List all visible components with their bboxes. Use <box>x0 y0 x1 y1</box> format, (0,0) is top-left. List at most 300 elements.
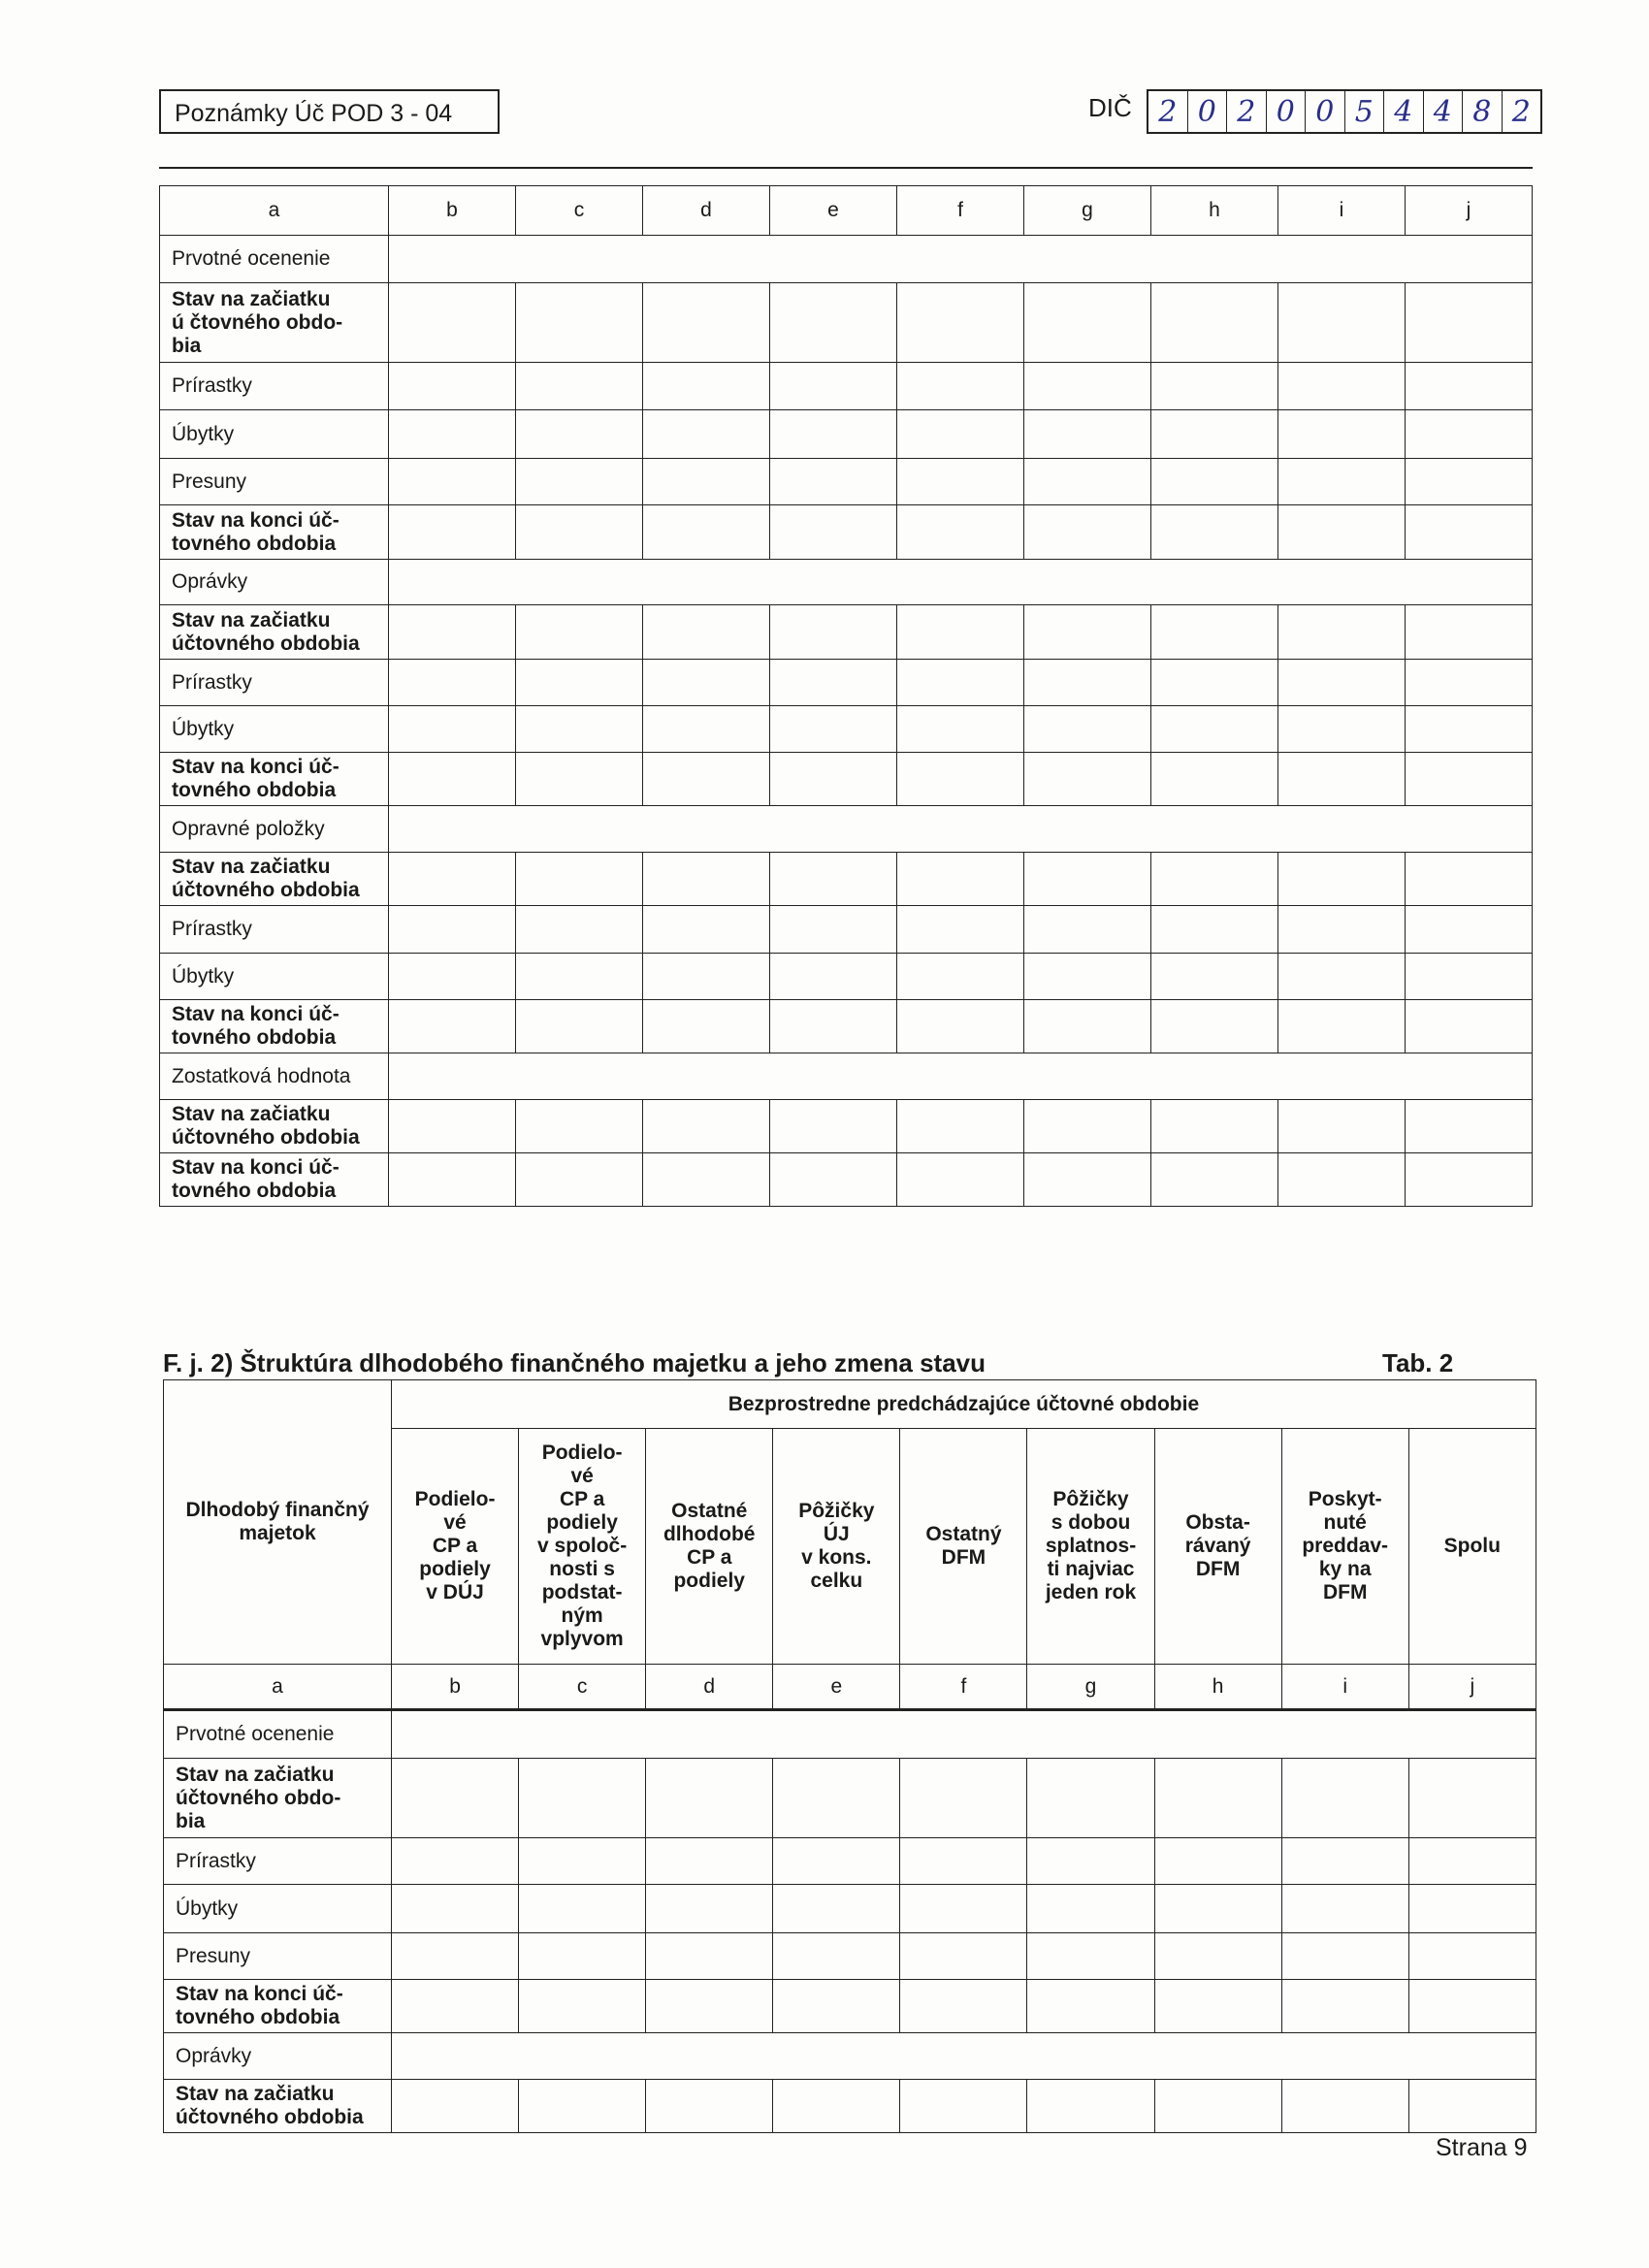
dfm-table-previous <box>163 1379 1536 2133</box>
dic-digit[interactable]: 4 <box>1384 91 1424 132</box>
input-cell-d[interactable] <box>643 363 770 410</box>
table-row <box>160 906 1533 954</box>
input-cell-j[interactable] <box>1406 660 1533 706</box>
input-cell-g[interactable] <box>1027 1838 1154 1885</box>
input-cell-c[interactable] <box>519 1885 646 1933</box>
input-cell-f[interactable] <box>897 706 1024 753</box>
input-cell-i[interactable] <box>1278 1000 1406 1053</box>
input-cell-f[interactable] <box>897 1000 1024 1053</box>
column-header: Podielo- vé CP a podiely v spoloč- nosti s podstat- ným vplyvom <box>519 1429 646 1665</box>
dic-digit[interactable]: 5 <box>1345 91 1385 132</box>
input-cell-b[interactable] <box>389 706 516 753</box>
input-cell-f[interactable] <box>897 410 1024 459</box>
input-cell-h[interactable] <box>1151 605 1278 660</box>
input-cell-i[interactable] <box>1278 753 1406 806</box>
input-cell-j[interactable] <box>1406 283 1533 363</box>
row-label: Úbytky <box>160 706 389 753</box>
input-cell-b[interactable] <box>392 1980 519 2033</box>
section-row-cell <box>389 560 1533 605</box>
table-row <box>160 236 1533 283</box>
input-cell-d[interactable] <box>643 605 770 660</box>
table-row <box>160 459 1533 505</box>
input-cell-e[interactable] <box>770 505 897 560</box>
column-letter: g <box>1027 1665 1154 1710</box>
input-cell-g[interactable] <box>1027 1980 1154 2033</box>
input-cell-h[interactable] <box>1151 283 1278 363</box>
input-cell-e[interactable] <box>770 1000 897 1053</box>
input-cell-b[interactable] <box>389 363 516 410</box>
table-row <box>160 1000 1533 1053</box>
input-cell-h[interactable] <box>1151 954 1278 1000</box>
input-cell-i[interactable] <box>1281 1933 1408 1980</box>
table-number: Tab. 2 <box>1382 1348 1454 1377</box>
dic-digit[interactable]: 0 <box>1188 91 1228 132</box>
row-label: Zostatková hodnota <box>160 1053 389 1100</box>
input-cell-j[interactable] <box>1406 706 1533 753</box>
input-cell-j[interactable] <box>1408 1933 1536 1980</box>
column-header: Poskyt- nuté preddav- ky na DFM <box>1281 1429 1408 1665</box>
input-cell-j[interactable] <box>1408 1838 1536 1885</box>
input-cell-f[interactable] <box>900 1885 1027 1933</box>
column-letter: d <box>646 1665 773 1710</box>
dfm-table-current <box>159 185 1533 1207</box>
table-row <box>164 1759 1536 1838</box>
input-cell-b[interactable] <box>389 853 516 906</box>
input-cell-d[interactable] <box>646 1838 773 1885</box>
input-cell-e[interactable] <box>770 410 897 459</box>
row-header: Dlhodobý finančný majetok <box>164 1380 392 1665</box>
input-cell-j[interactable] <box>1408 2080 1536 2133</box>
input-cell-i[interactable] <box>1278 410 1406 459</box>
input-cell-b[interactable] <box>392 1759 519 1838</box>
input-cell-d[interactable] <box>643 660 770 706</box>
input-cell-j[interactable] <box>1408 1980 1536 2033</box>
input-cell-c[interactable] <box>516 853 643 906</box>
input-cell-g[interactable] <box>1024 1153 1151 1207</box>
column-letter: j <box>1406 186 1533 236</box>
input-cell-h[interactable] <box>1151 410 1278 459</box>
input-cell-h[interactable] <box>1151 1100 1278 1153</box>
input-cell-e[interactable] <box>770 1153 897 1207</box>
input-cell-c[interactable] <box>516 753 643 806</box>
dic-digit[interactable]: 2 <box>1148 91 1188 132</box>
input-cell-c[interactable] <box>516 660 643 706</box>
input-cell-j[interactable] <box>1408 1885 1536 1933</box>
input-cell-h[interactable] <box>1154 1759 1281 1838</box>
input-cell-c[interactable] <box>516 1100 643 1153</box>
page-number: Strana 9 <box>1436 2134 1528 2161</box>
column-letter: e <box>773 1665 900 1710</box>
input-cell-j[interactable] <box>1406 1100 1533 1153</box>
input-cell-c[interactable] <box>516 459 643 505</box>
input-cell-i[interactable] <box>1278 954 1406 1000</box>
input-cell-b[interactable] <box>392 2080 519 2133</box>
input-cell-g[interactable] <box>1027 1759 1154 1838</box>
column-letter: g <box>1024 186 1151 236</box>
input-cell-e[interactable] <box>770 363 897 410</box>
input-cell-j[interactable] <box>1406 459 1533 505</box>
input-cell-e[interactable] <box>770 605 897 660</box>
input-cell-h[interactable] <box>1151 706 1278 753</box>
header-divider <box>159 167 1533 169</box>
input-cell-d[interactable] <box>643 459 770 505</box>
input-cell-h[interactable] <box>1154 1885 1281 1933</box>
column-letter: b <box>389 186 516 236</box>
input-cell-j[interactable] <box>1406 605 1533 660</box>
row-label: Stav na konci úč- tovného obdobia <box>164 1980 392 2033</box>
input-cell-j[interactable] <box>1406 1153 1533 1207</box>
input-cell-g[interactable] <box>1024 410 1151 459</box>
input-cell-b[interactable] <box>389 505 516 560</box>
table-row <box>160 954 1533 1000</box>
row-label: Presuny <box>160 459 389 505</box>
input-cell-i[interactable] <box>1278 505 1406 560</box>
input-cell-b[interactable] <box>389 1100 516 1153</box>
input-cell-i[interactable] <box>1278 906 1406 954</box>
row-label: Prvotné ocenenie <box>160 236 389 283</box>
column-header: Pôžičky s dobou splatnos- ti najviac jeden rok <box>1027 1429 1154 1665</box>
row-label: Prvotné ocenenie <box>164 1710 392 1759</box>
input-cell-e[interactable] <box>770 660 897 706</box>
header-row <box>164 1380 1536 1429</box>
input-cell-d[interactable] <box>643 853 770 906</box>
row-label: Úbytky <box>160 954 389 1000</box>
input-cell-h[interactable] <box>1154 1838 1281 1885</box>
table-row <box>164 1933 1536 1980</box>
input-cell-b[interactable] <box>389 283 516 363</box>
row-label: Úbytky <box>164 1885 392 1933</box>
input-cell-f[interactable] <box>897 660 1024 706</box>
input-cell-i[interactable] <box>1278 363 1406 410</box>
input-cell-d[interactable] <box>646 1933 773 1980</box>
input-cell-c[interactable] <box>516 505 643 560</box>
table-row <box>164 1838 1536 1885</box>
input-cell-e[interactable] <box>770 459 897 505</box>
column-letter: d <box>643 186 770 236</box>
table-row <box>160 505 1533 560</box>
form-code-label: Poznámky Úč POD 3 - 04 <box>175 100 453 127</box>
input-cell-f[interactable] <box>897 459 1024 505</box>
input-cell-c[interactable] <box>516 1000 643 1053</box>
input-cell-d[interactable] <box>643 706 770 753</box>
input-cell-c[interactable] <box>516 954 643 1000</box>
input-cell-d[interactable] <box>643 1100 770 1153</box>
period-header: Bezprostredne predchádzajúce účtovné obdobie <box>392 1380 1536 1429</box>
input-cell-i[interactable] <box>1278 853 1406 906</box>
input-cell-h[interactable] <box>1151 1000 1278 1053</box>
dic-digit[interactable]: 2 <box>1227 91 1267 132</box>
input-cell-f[interactable] <box>897 605 1024 660</box>
input-cell-i[interactable] <box>1278 283 1406 363</box>
input-cell-f[interactable] <box>897 363 1024 410</box>
input-cell-b[interactable] <box>389 906 516 954</box>
table-row <box>160 410 1533 459</box>
input-cell-h[interactable] <box>1151 459 1278 505</box>
table-row <box>160 560 1533 605</box>
table-row <box>160 806 1533 853</box>
input-cell-c[interactable] <box>519 1838 646 1885</box>
input-cell-f[interactable] <box>900 1980 1027 2033</box>
form-code-box <box>159 89 500 134</box>
input-cell-j[interactable] <box>1406 363 1533 410</box>
input-cell-f[interactable] <box>897 505 1024 560</box>
dic-digit[interactable]: 4 <box>1424 91 1464 132</box>
column-letter: c <box>516 186 643 236</box>
input-cell-d[interactable] <box>646 1885 773 1933</box>
column-letter: a <box>164 1665 392 1710</box>
row-label: Stav na konci úč- tovného obdobia <box>160 1000 389 1053</box>
input-cell-f[interactable] <box>897 853 1024 906</box>
row-label: Presuny <box>164 1933 392 1980</box>
input-cell-i[interactable] <box>1278 1153 1406 1207</box>
input-cell-j[interactable] <box>1406 505 1533 560</box>
section-row-cell <box>389 236 1533 283</box>
input-cell-b[interactable] <box>389 1000 516 1053</box>
section-row-cell <box>389 1053 1533 1100</box>
input-cell-c[interactable] <box>519 1759 646 1838</box>
input-cell-e[interactable] <box>770 853 897 906</box>
row-label: Oprávky <box>164 2033 392 2080</box>
input-cell-c[interactable] <box>519 1933 646 1980</box>
input-cell-d[interactable] <box>643 954 770 1000</box>
table-row <box>164 1980 1536 2033</box>
row-label: Úbytky <box>160 410 389 459</box>
input-cell-b[interactable] <box>392 1933 519 1980</box>
input-cell-f[interactable] <box>897 954 1024 1000</box>
input-cell-j[interactable] <box>1406 954 1533 1000</box>
column-header: Ostatné dlhodobé CP a podiely <box>646 1429 773 1665</box>
input-cell-d[interactable] <box>643 505 770 560</box>
input-cell-b[interactable] <box>392 1885 519 1933</box>
row-label: Prírastky <box>160 906 389 954</box>
input-cell-i[interactable] <box>1278 459 1406 505</box>
input-cell-e[interactable] <box>770 753 897 806</box>
input-cell-c[interactable] <box>516 410 643 459</box>
input-cell-j[interactable] <box>1406 1000 1533 1053</box>
input-cell-d[interactable] <box>643 906 770 954</box>
column-header: Ostatný DFM <box>900 1429 1027 1665</box>
section-title: F. j. 2) Štruktúra dlhodobého finančného majetku a jeho zmena stavu <box>163 1348 986 1377</box>
column-letter-row <box>164 1665 1536 1710</box>
column-letter: i <box>1278 186 1406 236</box>
column-letter: b <box>392 1665 519 1710</box>
dic-digit[interactable]: 0 <box>1267 91 1307 132</box>
input-cell-b[interactable] <box>389 605 516 660</box>
input-cell-h[interactable] <box>1154 1933 1281 1980</box>
input-cell-g[interactable] <box>1024 753 1151 806</box>
input-cell-f[interactable] <box>900 1838 1027 1885</box>
input-cell-e[interactable] <box>770 706 897 753</box>
input-cell-g[interactable] <box>1024 505 1151 560</box>
row-label: Stav na začiatku účtovného obdobia <box>160 1100 389 1153</box>
column-letter-row <box>160 186 1533 236</box>
input-cell-c[interactable] <box>516 706 643 753</box>
input-cell-h[interactable] <box>1154 2080 1281 2133</box>
input-cell-d[interactable] <box>643 410 770 459</box>
input-cell-c[interactable] <box>516 1153 643 1207</box>
input-cell-b[interactable] <box>389 660 516 706</box>
input-cell-c[interactable] <box>516 605 643 660</box>
input-cell-f[interactable] <box>897 1100 1024 1153</box>
input-cell-e[interactable] <box>773 2080 900 2133</box>
column-header: Podielo- vé CP a podiely v DÚJ <box>392 1429 519 1665</box>
input-cell-j[interactable] <box>1406 753 1533 806</box>
row-label: Stav na začiatku účtovného obdobia <box>160 853 389 906</box>
input-cell-d[interactable] <box>643 1153 770 1207</box>
input-cell-h[interactable] <box>1151 363 1278 410</box>
input-cell-f[interactable] <box>897 1153 1024 1207</box>
input-cell-g[interactable] <box>1024 459 1151 505</box>
input-cell-b[interactable] <box>389 410 516 459</box>
input-cell-g[interactable] <box>1024 283 1151 363</box>
input-cell-g[interactable] <box>1027 1933 1154 1980</box>
input-cell-h[interactable] <box>1151 906 1278 954</box>
input-cell-c[interactable] <box>516 363 643 410</box>
input-cell-e[interactable] <box>773 1885 900 1933</box>
input-cell-h[interactable] <box>1151 660 1278 706</box>
input-cell-h[interactable] <box>1151 505 1278 560</box>
input-cell-g[interactable] <box>1024 853 1151 906</box>
input-cell-g[interactable] <box>1027 1885 1154 1933</box>
input-cell-j[interactable] <box>1408 1759 1536 1838</box>
row-label: Prírastky <box>164 1838 392 1885</box>
input-cell-g[interactable] <box>1027 2080 1154 2133</box>
row-label: Oprávky <box>160 560 389 605</box>
table-row <box>164 1710 1536 1759</box>
input-cell-i[interactable] <box>1278 706 1406 753</box>
input-cell-h[interactable] <box>1151 853 1278 906</box>
column-letter: c <box>519 1665 646 1710</box>
input-cell-c[interactable] <box>519 1980 646 2033</box>
dic-label: DIČ <box>1088 93 1132 122</box>
row-label: Opravné položky <box>160 806 389 853</box>
table-row <box>160 706 1533 753</box>
input-cell-b[interactable] <box>389 459 516 505</box>
input-cell-c[interactable] <box>519 2080 646 2133</box>
row-label: Stav na začiatku ú čtovného obdo- bia <box>160 283 389 363</box>
input-cell-e[interactable] <box>773 1759 900 1838</box>
input-cell-j[interactable] <box>1406 906 1533 954</box>
input-cell-g[interactable] <box>1024 706 1151 753</box>
row-label: Stav na konci úč- tovného obdobia <box>160 753 389 806</box>
row-label: Stav na začiatku účtovného obdo- bia <box>164 1759 392 1838</box>
row-label: Stav na začiatku účtovného obdobia <box>164 2080 392 2133</box>
column-header: Spolu <box>1408 1429 1536 1665</box>
input-cell-f[interactable] <box>900 2080 1027 2133</box>
input-cell-i[interactable] <box>1281 1885 1408 1933</box>
input-cell-e[interactable] <box>770 906 897 954</box>
input-cell-i[interactable] <box>1281 1980 1408 2033</box>
input-cell-f[interactable] <box>897 906 1024 954</box>
input-cell-g[interactable] <box>1024 906 1151 954</box>
row-label: Stav na konci úč- tovného obdobia <box>160 1153 389 1207</box>
column-letter: e <box>770 186 897 236</box>
input-cell-d[interactable] <box>643 283 770 363</box>
table-row <box>160 363 1533 410</box>
table-row <box>164 1885 1536 1933</box>
table-row <box>164 2080 1536 2133</box>
table-row <box>160 605 1533 660</box>
input-cell-g[interactable] <box>1024 954 1151 1000</box>
column-header: Obsta- rávaný DFM <box>1154 1429 1281 1665</box>
column-letter: h <box>1154 1665 1281 1710</box>
table-row <box>160 1153 1533 1207</box>
table-row <box>160 1100 1533 1153</box>
column-letter: i <box>1281 1665 1408 1710</box>
input-cell-b[interactable] <box>392 1838 519 1885</box>
row-label: Stav na konci úč- tovného obdobia <box>160 505 389 560</box>
table-row <box>160 753 1533 806</box>
input-cell-g[interactable] <box>1024 363 1151 410</box>
input-cell-e[interactable] <box>770 954 897 1000</box>
input-cell-g[interactable] <box>1024 660 1151 706</box>
table-row <box>164 2033 1536 2080</box>
input-cell-e[interactable] <box>773 1980 900 2033</box>
input-cell-e[interactable] <box>770 1100 897 1153</box>
input-cell-g[interactable] <box>1024 1100 1151 1153</box>
input-cell-e[interactable] <box>773 1933 900 1980</box>
input-cell-g[interactable] <box>1024 1000 1151 1053</box>
input-cell-i[interactable] <box>1278 605 1406 660</box>
input-cell-d[interactable] <box>643 1000 770 1053</box>
input-cell-f[interactable] <box>897 753 1024 806</box>
column-letter: j <box>1408 1665 1536 1710</box>
input-cell-d[interactable] <box>646 2080 773 2133</box>
input-cell-j[interactable] <box>1406 410 1533 459</box>
input-cell-f[interactable] <box>900 1759 1027 1838</box>
column-letter: f <box>900 1665 1027 1710</box>
row-label: Stav na začiatku účtovného obdobia <box>160 605 389 660</box>
input-cell-d[interactable] <box>643 753 770 806</box>
column-letter: f <box>897 186 1024 236</box>
input-cell-i[interactable] <box>1281 1759 1408 1838</box>
input-cell-i[interactable] <box>1278 1100 1406 1153</box>
input-cell-h[interactable] <box>1151 753 1278 806</box>
input-cell-i[interactable] <box>1278 660 1406 706</box>
dic-digit[interactable]: 0 <box>1306 91 1345 132</box>
dic-digit[interactable]: 8 <box>1463 91 1503 132</box>
input-cell-b[interactable] <box>389 753 516 806</box>
input-cell-i[interactable] <box>1281 1838 1408 1885</box>
input-cell-h[interactable] <box>1151 1153 1278 1207</box>
input-cell-d[interactable] <box>646 1980 773 2033</box>
row-label: Prírastky <box>160 363 389 410</box>
input-cell-f[interactable] <box>900 1933 1027 1980</box>
input-cell-c[interactable] <box>516 283 643 363</box>
input-cell-e[interactable] <box>770 283 897 363</box>
input-cell-c[interactable] <box>516 906 643 954</box>
input-cell-h[interactable] <box>1154 1980 1281 2033</box>
table-row <box>160 660 1533 706</box>
input-cell-g[interactable] <box>1024 605 1151 660</box>
input-cell-j[interactable] <box>1406 853 1533 906</box>
input-cell-b[interactable] <box>389 954 516 1000</box>
input-cell-d[interactable] <box>646 1759 773 1838</box>
input-cell-i[interactable] <box>1281 2080 1408 2133</box>
section-row-cell <box>389 806 1533 853</box>
input-cell-f[interactable] <box>897 283 1024 363</box>
column-letter: h <box>1151 186 1278 236</box>
section-row-cell <box>392 2033 1536 2080</box>
table-row <box>160 283 1533 363</box>
dic-input-boxes[interactable] <box>1147 89 1542 134</box>
dic-digit[interactable]: 2 <box>1511 95 1531 129</box>
column-header: Pôžičky ÚJ v kons. celku <box>773 1429 900 1665</box>
input-cell-e[interactable] <box>773 1838 900 1885</box>
input-cell-b[interactable] <box>389 1153 516 1207</box>
section-row-cell <box>392 1710 1536 1759</box>
column-letter: a <box>160 186 389 236</box>
